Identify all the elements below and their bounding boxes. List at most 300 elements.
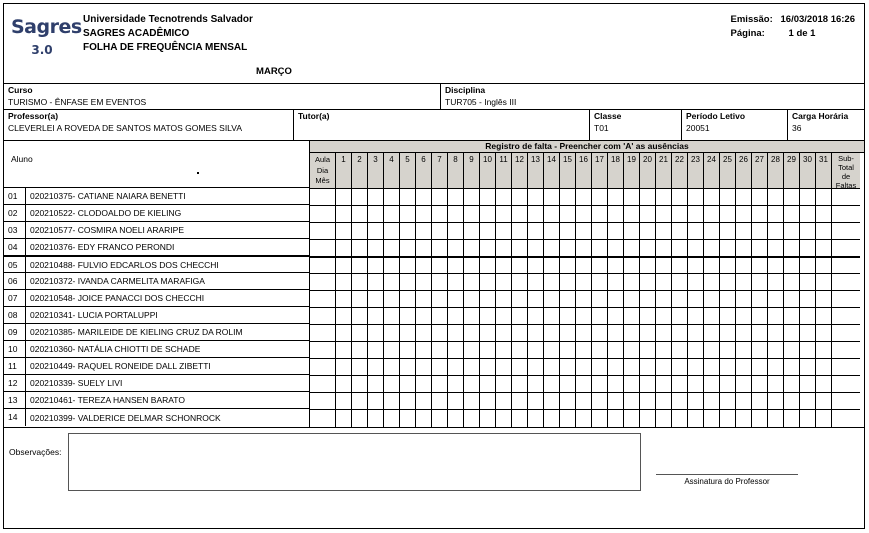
absence-cell[interactable] [736, 291, 751, 308]
absence-cell[interactable] [752, 189, 767, 206]
absence-cell[interactable] [512, 291, 527, 308]
absence-cell[interactable] [672, 308, 687, 325]
absence-cell[interactable] [310, 325, 335, 342]
absence-cell[interactable] [480, 342, 495, 359]
absence-cell[interactable] [400, 376, 415, 393]
absence-cell[interactable] [672, 206, 687, 223]
absence-cell[interactable] [736, 359, 751, 376]
absence-cell[interactable] [816, 376, 831, 393]
absence-cell[interactable] [384, 325, 399, 342]
absence-cell[interactable] [400, 291, 415, 308]
absence-cell[interactable] [368, 223, 383, 240]
absence-cell[interactable] [576, 189, 591, 206]
absence-cell[interactable] [640, 223, 655, 240]
absence-cell[interactable] [656, 410, 671, 427]
absence-cell[interactable] [448, 342, 463, 359]
absence-cell[interactable] [784, 291, 799, 308]
absence-cell[interactable] [752, 206, 767, 223]
absence-cell[interactable] [448, 376, 463, 393]
absence-cell[interactable] [672, 189, 687, 206]
absence-cell[interactable] [448, 274, 463, 291]
absence-cell[interactable] [624, 342, 639, 359]
absence-cell[interactable] [464, 393, 479, 410]
absence-cell[interactable] [688, 240, 703, 257]
absence-cell[interactable] [688, 189, 703, 206]
absence-cell[interactable] [576, 206, 591, 223]
absence-cell[interactable] [832, 342, 860, 359]
absence-cell[interactable] [544, 308, 559, 325]
absence-cell[interactable] [310, 342, 335, 359]
absence-cell[interactable] [480, 359, 495, 376]
absence-cell[interactable] [496, 291, 511, 308]
absence-cell[interactable] [752, 325, 767, 342]
absence-cell[interactable] [400, 308, 415, 325]
absence-cell[interactable] [352, 308, 367, 325]
absence-cell[interactable] [432, 376, 447, 393]
absence-cell[interactable] [384, 240, 399, 257]
absence-cell[interactable] [310, 393, 335, 410]
absence-cell[interactable] [720, 223, 735, 240]
absence-cell[interactable] [544, 393, 559, 410]
absence-cell[interactable] [736, 393, 751, 410]
absence-cell[interactable] [336, 308, 351, 325]
absence-cell[interactable] [608, 393, 623, 410]
absence-cell[interactable] [544, 206, 559, 223]
absence-cell[interactable] [704, 291, 719, 308]
absence-cell[interactable] [464, 410, 479, 427]
absence-cell[interactable] [800, 393, 815, 410]
absence-cell[interactable] [528, 325, 543, 342]
absence-cell[interactable] [416, 240, 431, 257]
absence-cell[interactable] [624, 393, 639, 410]
absence-cell[interactable] [528, 308, 543, 325]
absence-cell[interactable] [736, 325, 751, 342]
absence-cell[interactable] [544, 240, 559, 257]
absence-cell[interactable] [784, 342, 799, 359]
absence-cell[interactable] [800, 206, 815, 223]
absence-cell[interactable] [816, 206, 831, 223]
absence-cell[interactable] [544, 376, 559, 393]
absence-cell[interactable] [640, 376, 655, 393]
absence-cell[interactable] [736, 308, 751, 325]
absence-cell[interactable] [416, 410, 431, 427]
absence-cell[interactable] [704, 308, 719, 325]
absence-cell[interactable] [800, 342, 815, 359]
absence-cell[interactable] [704, 359, 719, 376]
absence-cell[interactable] [720, 206, 735, 223]
absence-cell[interactable] [832, 189, 860, 206]
absence-cell[interactable] [784, 376, 799, 393]
absence-cell[interactable] [464, 291, 479, 308]
absence-cell[interactable] [384, 274, 399, 291]
absence-cell[interactable] [368, 308, 383, 325]
absence-cell[interactable] [784, 393, 799, 410]
absence-cell[interactable] [352, 342, 367, 359]
absence-cell[interactable] [480, 393, 495, 410]
absence-cell[interactable] [624, 359, 639, 376]
absence-cell[interactable] [720, 240, 735, 257]
absence-cell[interactable] [656, 240, 671, 257]
absence-cell[interactable] [672, 410, 687, 427]
absence-cell[interactable] [688, 376, 703, 393]
absence-cell[interactable] [368, 274, 383, 291]
absence-cell[interactable] [368, 376, 383, 393]
absence-cell[interactable] [400, 223, 415, 240]
absence-cell[interactable] [784, 359, 799, 376]
absence-cell[interactable] [416, 308, 431, 325]
absence-cell[interactable] [656, 376, 671, 393]
absence-cell[interactable] [416, 274, 431, 291]
absence-cell[interactable] [544, 257, 559, 274]
absence-cell[interactable] [656, 257, 671, 274]
absence-cell[interactable] [768, 393, 783, 410]
absence-cell[interactable] [448, 410, 463, 427]
absence-cell[interactable] [624, 308, 639, 325]
absence-cell[interactable] [336, 189, 351, 206]
absence-cell[interactable] [784, 189, 799, 206]
absence-cell[interactable] [464, 342, 479, 359]
absence-cell[interactable] [512, 223, 527, 240]
absence-cell[interactable] [576, 342, 591, 359]
absence-cell[interactable] [800, 223, 815, 240]
absence-cell[interactable] [624, 223, 639, 240]
absence-cell[interactable] [832, 308, 860, 325]
absence-cell[interactable] [752, 410, 767, 427]
absence-cell[interactable] [816, 223, 831, 240]
absence-cell[interactable] [512, 257, 527, 274]
absence-cell[interactable] [640, 240, 655, 257]
absence-cell[interactable] [384, 206, 399, 223]
absence-cell[interactable] [448, 393, 463, 410]
absence-cell[interactable] [640, 206, 655, 223]
absence-cell[interactable] [672, 393, 687, 410]
absence-cell[interactable] [336, 359, 351, 376]
absence-cell[interactable] [640, 189, 655, 206]
absence-cell[interactable] [704, 342, 719, 359]
absence-cell[interactable] [368, 393, 383, 410]
absence-cell[interactable] [832, 393, 860, 410]
absence-cell[interactable] [400, 410, 415, 427]
absence-cell[interactable] [368, 206, 383, 223]
absence-cell[interactable] [640, 257, 655, 274]
absence-cell[interactable] [448, 291, 463, 308]
absence-cell[interactable] [384, 342, 399, 359]
absence-cell[interactable] [544, 291, 559, 308]
absence-cell[interactable] [496, 206, 511, 223]
absence-cell[interactable] [688, 274, 703, 291]
absence-cell[interactable] [720, 410, 735, 427]
absence-cell[interactable] [704, 376, 719, 393]
absence-cell[interactable] [310, 291, 335, 308]
absence-cell[interactable] [448, 189, 463, 206]
absence-cell[interactable] [656, 274, 671, 291]
absence-cell[interactable] [352, 223, 367, 240]
absence-cell[interactable] [768, 376, 783, 393]
absence-cell[interactable] [608, 376, 623, 393]
absence-cell[interactable] [480, 206, 495, 223]
absence-cell[interactable] [672, 376, 687, 393]
absence-cell[interactable] [310, 240, 335, 257]
absence-cell[interactable] [816, 308, 831, 325]
absence-cell[interactable] [720, 189, 735, 206]
absence-cell[interactable] [720, 274, 735, 291]
absence-cell[interactable] [720, 308, 735, 325]
absence-cell[interactable] [784, 410, 799, 427]
absence-cell[interactable] [480, 274, 495, 291]
absence-cell[interactable] [608, 274, 623, 291]
absence-cell[interactable] [368, 257, 383, 274]
absence-cell[interactable] [336, 274, 351, 291]
absence-cell[interactable] [544, 189, 559, 206]
absence-cell[interactable] [816, 342, 831, 359]
absence-cell[interactable] [592, 291, 607, 308]
absence-cell[interactable] [400, 325, 415, 342]
absence-cell[interactable] [672, 359, 687, 376]
absence-cell[interactable] [400, 359, 415, 376]
absence-cell[interactable] [528, 410, 543, 427]
absence-cell[interactable] [544, 223, 559, 240]
absence-cell[interactable] [816, 274, 831, 291]
absence-cell[interactable] [816, 189, 831, 206]
absence-cell[interactable] [528, 393, 543, 410]
absence-cell[interactable] [560, 410, 575, 427]
absence-cell[interactable] [800, 376, 815, 393]
absence-cell[interactable] [544, 359, 559, 376]
absence-cell[interactable] [480, 257, 495, 274]
absence-cell[interactable] [752, 376, 767, 393]
absence-cell[interactable] [768, 410, 783, 427]
absence-cell[interactable] [624, 189, 639, 206]
absence-cell[interactable] [784, 240, 799, 257]
absence-cell[interactable] [480, 223, 495, 240]
absence-cell[interactable] [310, 359, 335, 376]
absence-cell[interactable] [400, 189, 415, 206]
absence-cell[interactable] [672, 257, 687, 274]
absence-cell[interactable] [704, 206, 719, 223]
absence-cell[interactable] [400, 393, 415, 410]
absence-cell[interactable] [416, 189, 431, 206]
absence-cell[interactable] [528, 206, 543, 223]
absence-cell[interactable] [496, 410, 511, 427]
absence-cell[interactable] [576, 393, 591, 410]
absence-cell[interactable] [800, 325, 815, 342]
absence-cell[interactable] [336, 325, 351, 342]
absence-cell[interactable] [592, 240, 607, 257]
absence-cell[interactable] [512, 325, 527, 342]
absence-cell[interactable] [528, 223, 543, 240]
absence-cell[interactable] [720, 257, 735, 274]
absence-cell[interactable] [832, 240, 860, 257]
absence-cell[interactable] [560, 393, 575, 410]
absence-cell[interactable] [448, 240, 463, 257]
absence-cell[interactable] [624, 240, 639, 257]
absence-cell[interactable] [592, 410, 607, 427]
absence-cell[interactable] [432, 274, 447, 291]
absence-cell[interactable] [704, 274, 719, 291]
absence-cell[interactable] [336, 342, 351, 359]
absence-cell[interactable] [496, 376, 511, 393]
absence-cell[interactable] [416, 206, 431, 223]
absence-cell[interactable] [416, 342, 431, 359]
absence-cell[interactable] [800, 240, 815, 257]
absence-cell[interactable] [592, 359, 607, 376]
absence-cell[interactable] [368, 189, 383, 206]
absence-cell[interactable] [720, 325, 735, 342]
absence-cell[interactable] [736, 240, 751, 257]
absence-cell[interactable] [800, 308, 815, 325]
absence-cell[interactable] [784, 274, 799, 291]
absence-cell[interactable] [752, 291, 767, 308]
absence-cell[interactable] [656, 342, 671, 359]
absence-cell[interactable] [560, 206, 575, 223]
absence-cell[interactable] [608, 291, 623, 308]
absence-cell[interactable] [672, 325, 687, 342]
absence-cell[interactable] [528, 240, 543, 257]
absence-cell[interactable] [464, 257, 479, 274]
absence-cell[interactable] [656, 206, 671, 223]
absence-cell[interactable] [368, 342, 383, 359]
absence-cell[interactable] [416, 376, 431, 393]
absence-cell[interactable] [784, 325, 799, 342]
absence-cell[interactable] [608, 342, 623, 359]
absence-cell[interactable] [310, 257, 335, 274]
absence-cell[interactable] [688, 342, 703, 359]
absence-cell[interactable] [368, 240, 383, 257]
absence-cell[interactable] [528, 274, 543, 291]
absence-cell[interactable] [768, 257, 783, 274]
absence-cell[interactable] [560, 376, 575, 393]
absence-cell[interactable] [592, 325, 607, 342]
absence-cell[interactable] [592, 393, 607, 410]
absence-cell[interactable] [336, 240, 351, 257]
absence-cell[interactable] [784, 257, 799, 274]
absence-cell[interactable] [384, 308, 399, 325]
absence-cell[interactable] [432, 325, 447, 342]
absence-cell[interactable] [432, 189, 447, 206]
absence-cell[interactable] [448, 257, 463, 274]
absence-cell[interactable] [688, 393, 703, 410]
absence-cell[interactable] [464, 274, 479, 291]
absence-cell[interactable] [736, 189, 751, 206]
absence-cell[interactable] [384, 393, 399, 410]
absence-cell[interactable] [336, 291, 351, 308]
absence-cell[interactable] [352, 240, 367, 257]
absence-cell[interactable] [464, 308, 479, 325]
absence-cell[interactable] [624, 274, 639, 291]
absence-cell[interactable] [768, 359, 783, 376]
absence-cell[interactable] [576, 325, 591, 342]
absence-cell[interactable] [704, 257, 719, 274]
absence-cell[interactable] [704, 410, 719, 427]
absence-cell[interactable] [528, 257, 543, 274]
absence-cell[interactable] [480, 291, 495, 308]
absence-cell[interactable] [496, 393, 511, 410]
absence-cell[interactable] [768, 206, 783, 223]
absence-cell[interactable] [432, 393, 447, 410]
observacoes-input[interactable] [68, 433, 641, 491]
absence-cell[interactable] [310, 206, 335, 223]
absence-cell[interactable] [560, 223, 575, 240]
absence-cell[interactable] [310, 189, 335, 206]
absence-cell[interactable] [704, 189, 719, 206]
absence-cell[interactable] [432, 223, 447, 240]
absence-cell[interactable] [608, 308, 623, 325]
absence-cell[interactable] [640, 291, 655, 308]
absence-cell[interactable] [480, 189, 495, 206]
absence-cell[interactable] [336, 376, 351, 393]
absence-cell[interactable] [688, 410, 703, 427]
absence-cell[interactable] [512, 342, 527, 359]
absence-cell[interactable] [832, 410, 860, 427]
absence-cell[interactable] [496, 274, 511, 291]
absence-cell[interactable] [464, 189, 479, 206]
absence-cell[interactable] [496, 189, 511, 206]
absence-cell[interactable] [736, 376, 751, 393]
absence-cell[interactable] [720, 291, 735, 308]
absence-cell[interactable] [512, 240, 527, 257]
absence-cell[interactable] [560, 274, 575, 291]
absence-cell[interactable] [832, 291, 860, 308]
absence-cell[interactable] [688, 325, 703, 342]
absence-cell[interactable] [608, 325, 623, 342]
absence-cell[interactable] [310, 223, 335, 240]
absence-cell[interactable] [752, 308, 767, 325]
absence-cell[interactable] [576, 223, 591, 240]
absence-cell[interactable] [512, 274, 527, 291]
absence-cell[interactable] [384, 359, 399, 376]
absence-cell[interactable] [720, 393, 735, 410]
absence-cell[interactable] [464, 359, 479, 376]
absence-cell[interactable] [768, 308, 783, 325]
absence-cell[interactable] [768, 223, 783, 240]
absence-cell[interactable] [688, 257, 703, 274]
absence-cell[interactable] [832, 325, 860, 342]
absence-cell[interactable] [640, 342, 655, 359]
absence-cell[interactable] [560, 257, 575, 274]
absence-cell[interactable] [576, 410, 591, 427]
absence-cell[interactable] [400, 206, 415, 223]
absence-cell[interactable] [592, 274, 607, 291]
absence-cell[interactable] [656, 308, 671, 325]
absence-cell[interactable] [544, 410, 559, 427]
absence-cell[interactable] [832, 257, 860, 274]
absence-cell[interactable] [736, 223, 751, 240]
absence-cell[interactable] [656, 223, 671, 240]
absence-cell[interactable] [656, 393, 671, 410]
absence-cell[interactable] [640, 410, 655, 427]
absence-cell[interactable] [656, 359, 671, 376]
absence-cell[interactable] [512, 206, 527, 223]
absence-cell[interactable] [336, 223, 351, 240]
absence-cell[interactable] [512, 308, 527, 325]
absence-cell[interactable] [672, 240, 687, 257]
absence-cell[interactable] [448, 206, 463, 223]
absence-cell[interactable] [832, 223, 860, 240]
absence-cell[interactable] [528, 342, 543, 359]
absence-cell[interactable] [592, 189, 607, 206]
absence-cell[interactable] [624, 325, 639, 342]
absence-cell[interactable] [528, 376, 543, 393]
absence-cell[interactable] [608, 359, 623, 376]
absence-cell[interactable] [720, 342, 735, 359]
absence-cell[interactable] [432, 359, 447, 376]
absence-cell[interactable] [752, 274, 767, 291]
absence-cell[interactable] [816, 325, 831, 342]
absence-cell[interactable] [432, 342, 447, 359]
absence-cell[interactable] [416, 257, 431, 274]
absence-cell[interactable] [336, 393, 351, 410]
absence-cell[interactable] [448, 359, 463, 376]
